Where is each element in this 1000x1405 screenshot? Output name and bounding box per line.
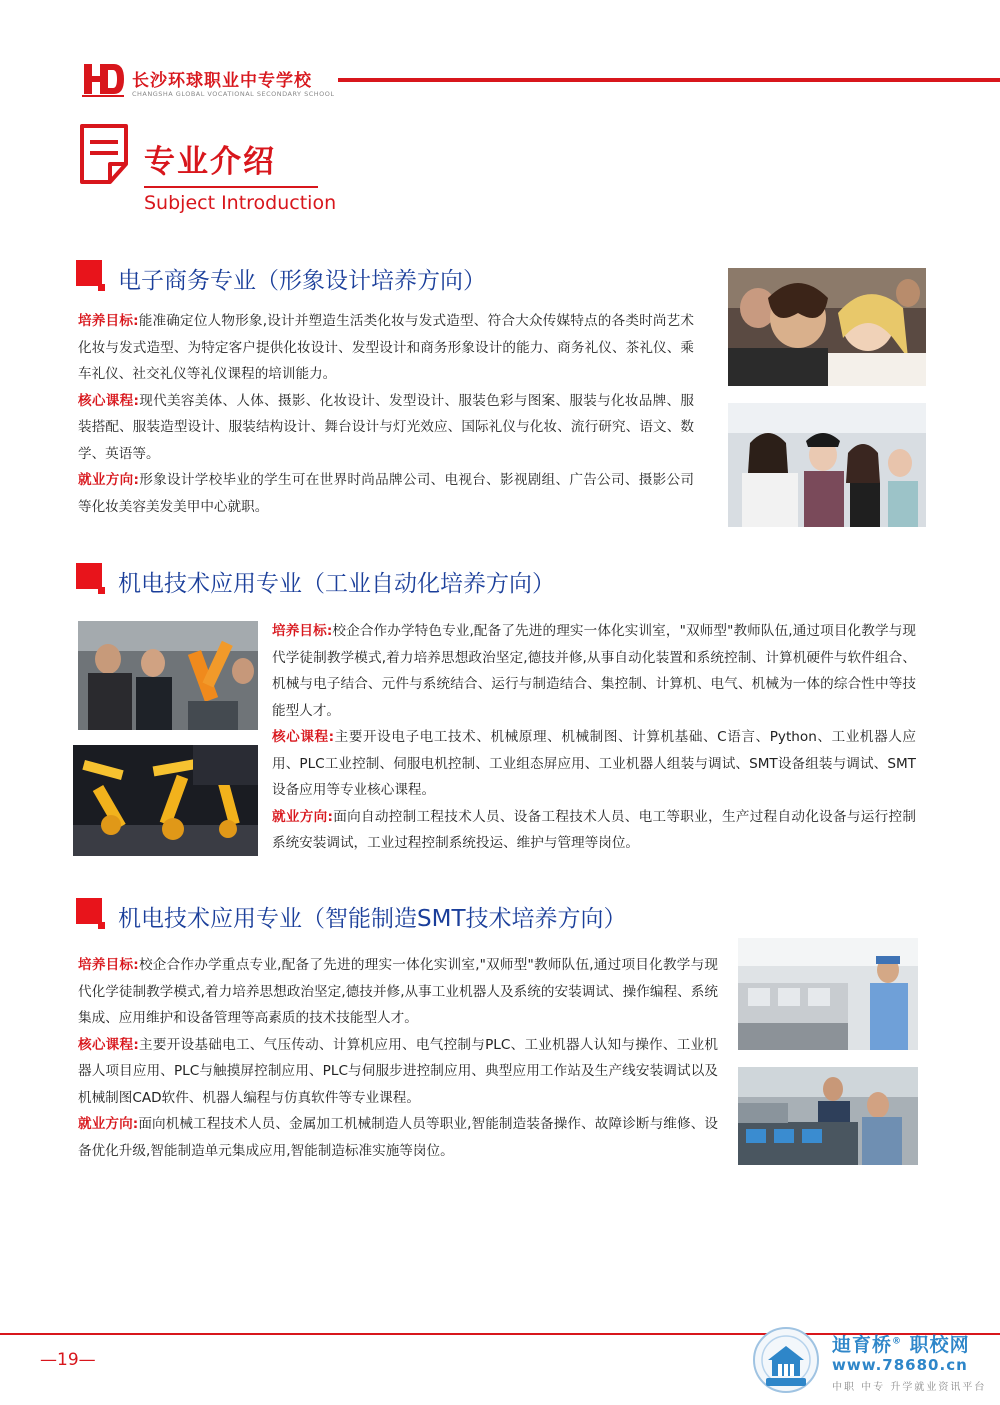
robot-arms-photo <box>73 745 258 856</box>
label: 就业方向: <box>78 472 139 488</box>
students-makeup-photo <box>728 403 926 527</box>
label: 培养目标: <box>78 957 139 973</box>
label: 就业方向: <box>272 808 333 825</box>
label: 培养目标: <box>78 313 139 329</box>
text: 现代美容美体、人体、摄影、化妆设计、发型设计、服装色彩与图案、服装与化妆品牌、服装搭配、服装造型设计、服装结构设计、舞台设计与灯光效应、国际礼仪与化妆、流行研究、语文、数学、英语等。 <box>78 392 695 462</box>
text: 校企合作办学重点专业,配备了先进的理实一体化实训室,"双师型"教师队伍,通过项目化教学与现代化学徒制教学模式,着力培养思想政治坚定,德技并修,从事工业机器人及系统的安装调试、操作编程、系统集成、应用维护和设备管理等高素质的技术技能型人才。 <box>78 957 719 1026</box>
watermark-title <box>832 1330 970 1357</box>
label: 核心课程: <box>78 1036 139 1053</box>
label: 就业方向: <box>78 1116 139 1132</box>
section-marker-icon <box>70 563 108 599</box>
watermark-url: www.78680.cn <box>832 1356 968 1374</box>
section-body-2 <box>272 618 916 857</box>
section-body-3 <box>78 952 718 1164</box>
paragraph-courses <box>272 724 916 804</box>
watermark-seal-icon <box>752 1326 820 1394</box>
plc-lab-photo <box>738 1067 918 1165</box>
label: 核心课程: <box>78 392 139 409</box>
school-name: 长沙环球职业中专学校 <box>132 71 312 91</box>
text: 面向自动控制工程技术人员、设备工程技术人员、电工等职业，生产过程自动化设备与运行控制系统安装调试，工业过程控制系统投运、维护与管理等岗位。 <box>272 808 917 851</box>
text: 形象设计学校毕业的学生可在世界时尚品牌公司、电视台、影视剧组、广告公司、摄影公司等化妆美容美发美甲中心就职。 <box>78 472 695 515</box>
document-icon <box>74 122 134 188</box>
section-heading-1 <box>70 260 486 296</box>
watermark-subtitle: 中职 中专 升学就业资讯平台 <box>832 1382 987 1393</box>
paragraph-goal <box>78 952 718 1032</box>
makeup-class-photo <box>728 268 926 386</box>
page-title: 专业介绍 <box>144 144 276 180</box>
school-logo <box>80 60 126 98</box>
paragraph-courses <box>78 388 694 468</box>
label: 核心课程: <box>272 729 335 745</box>
label: 培养目标: <box>272 623 333 639</box>
paragraph-goal <box>272 618 916 724</box>
paragraph-career <box>78 1111 718 1164</box>
section-title: 电子商务专业（形象设计培养方向） <box>118 267 486 294</box>
section-marker-icon <box>70 260 108 296</box>
page-subtitle: Subject Introduction <box>144 192 337 214</box>
text: 主要开设电子电工技术、机械原理、机械制图、计算机基础、C语言、Python、工业机器人应用、PLC工业控制、伺服电机控制、工业组态屏应用、工业机器人组装与调试、SMT设备组装与调试、SMT设备应用等专业核心课程。 <box>272 729 917 798</box>
watermark-title-2: 职校网 <box>909 1334 970 1356</box>
section-body-1 <box>78 308 694 520</box>
title-rule <box>144 186 318 188</box>
section-heading-3 <box>70 898 627 934</box>
smt-line-photo <box>738 938 918 1050</box>
text: 校企合作办学特色专业,配备了先进的理实一体化实训室，"双师型"教师队伍,通过项目化教学与现代学徒制教学模式,着力培养思想政治坚定,德技并修,从事自动化装置和系统控制、计算机硬件与软件组合、机械与电子结合、元件与系统结合、运行与制造结合、集控制、计算机、电气、机械为一体的综合性中等技能型人才。 <box>272 623 916 719</box>
paragraph-career <box>272 804 916 857</box>
text: 主要开设基础电工、气压传动、计算机应用、电气控制与PLC、工业机器人认知与操作、工业机器人项目应用、PLC与触摸屏控制应用、PLC与伺服步进控制应用、典型应用工作站及生产线安装调试以及机械制图CAD软件、机器人编程与仿真软件等专业课程。 <box>78 1036 719 1106</box>
registered-mark: ® <box>892 1336 903 1347</box>
section-title: 机电技术应用专业（工业自动化培养方向） <box>118 570 555 597</box>
paragraph-career <box>78 467 694 520</box>
page-number: —19— <box>40 1350 96 1370</box>
robot-lab-photo <box>78 621 258 730</box>
paragraph-courses <box>78 1032 718 1112</box>
header-rule <box>338 78 1000 82</box>
text: 面向机械工程技术人员、金属加工机械制造人员等职业,智能制造装备操作、故障诊断与维修、设备优化升级,智能制造单元集成应用,智能制造标准实施等岗位。 <box>78 1116 718 1159</box>
section-title: 机电技术应用专业（智能制造SMT技术培养方向） <box>118 905 627 932</box>
paragraph-goal <box>78 308 694 388</box>
section-heading-2 <box>70 563 555 599</box>
section-marker-icon <box>70 898 108 934</box>
school-name-en: CHANGSHA GLOBAL VOCATIONAL SECONDARY SCHOOL <box>132 90 335 98</box>
watermark-title-1: 迪育桥 <box>832 1334 893 1356</box>
text: 能准确定位人物形象,设计并塑造生活类化妆与发式造型、符合大众传媒特点的各类时尚艺术化妆与发式造型、为特定客户提供化妆设计、发型设计和商务形象设计的能力、商务礼仪、茶礼仪、乘车礼仪、社交礼仪等礼仪课程的培训能力。 <box>78 313 695 382</box>
